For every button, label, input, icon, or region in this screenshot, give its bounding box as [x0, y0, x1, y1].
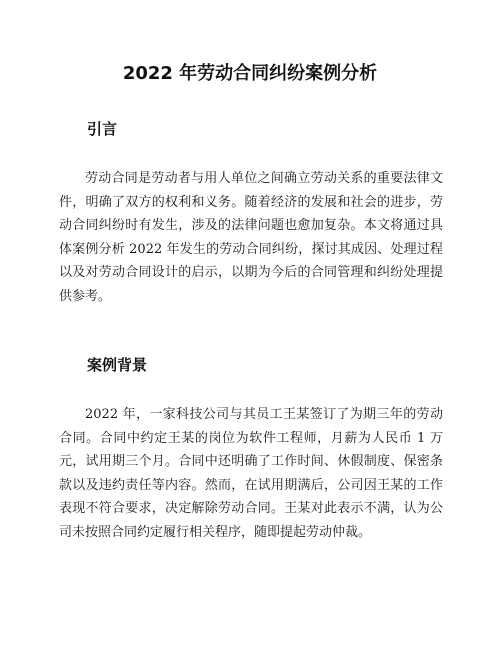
section-heading-introduction: 引言 [87, 120, 118, 138]
document-title: 2022 年劳动合同纠纷案例分析 [122, 63, 378, 84]
section-heading-case-background: 案例背景 [87, 356, 148, 374]
introduction-paragraph: 劳动合同是劳动者与用人单位之间确立劳动关系的重要法律文件，明确了双方的权利和义务。随着经济的发展和社会的进步，劳动合同纠纷时有发生，涉及的法律问题也愈加复杂。本文将通过具体案例分析 2022 年发生的劳动合同纠纷，探讨其成因、处理过程以及对劳动合同设计的启示，以期为今后的合同管理和纠纷处理提供参考。 [59, 171, 443, 304]
case-background-paragraph: 2022 年，一家科技公司与其员工王某签订了为期三年的劳动合同。合同中约定王某的岗位为软件工程师，月薪为人民币 1 万元，试用期三个月。合同中还明确了工作时间、休假制度、保密条款以及违约责任等内容。然而，在试用期满后，公司因王某的工作表现不符合要求，决定解除劳动合同。王某对此表示不满，认为公司未按照合同约定履行相关程序，随即提起劳动仲裁。 [59, 407, 443, 540]
